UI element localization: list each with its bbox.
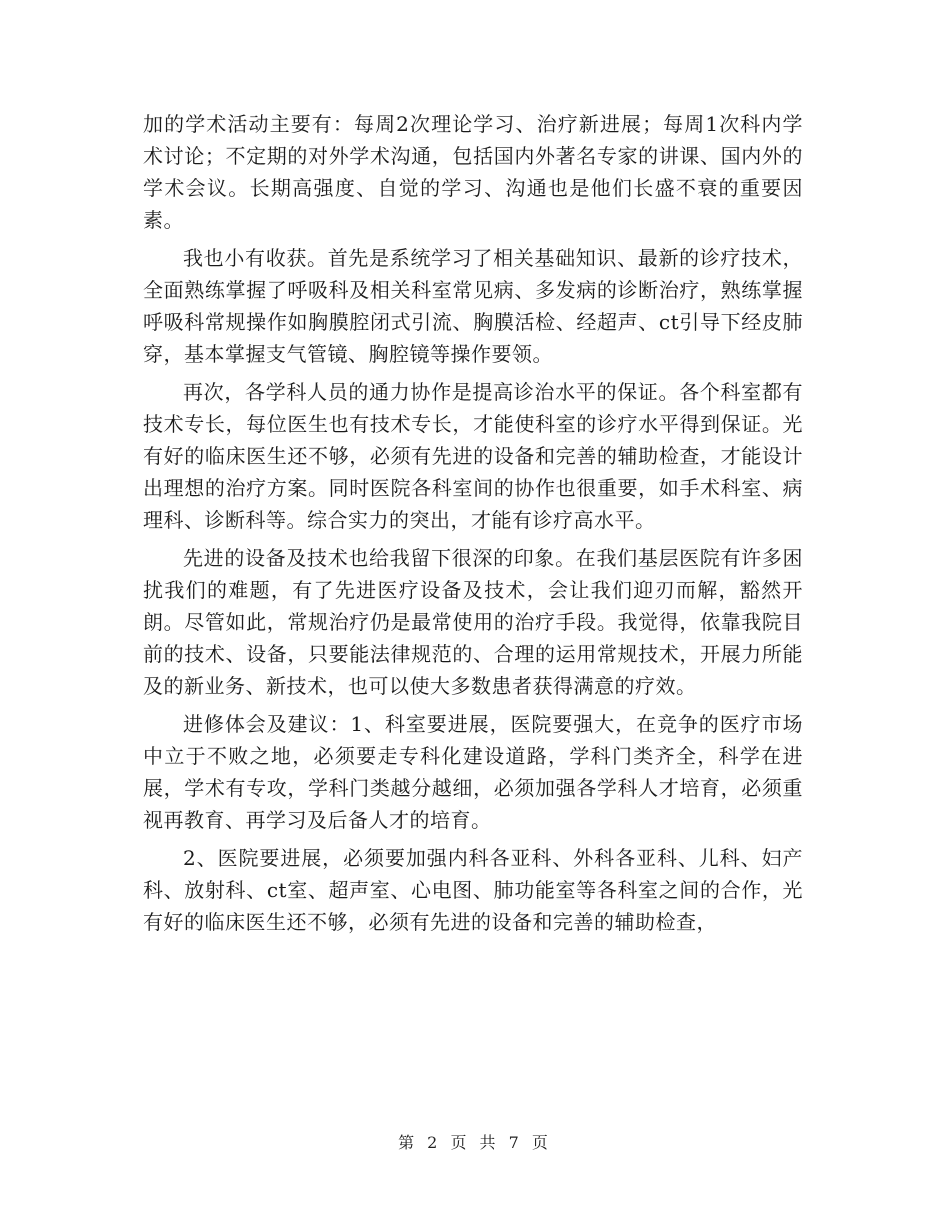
paragraph-equipment: 先进的设备及技术也给我留下很深的印象。在我们基层医院有许多困扰我们的难题，有了先进医疗设备及技术，会让我们迎刃而解，豁然开朗。尽管如此，常规治疗仍是最常使用的治疗手段。我觉得，依靠我院目前的技术、设备，只要能法律规范的、合理的运用常规技术，开展力所能及的新业务、新技术，也可以使大多数患者获得满意的疗效。 [143,546,803,698]
page-number-footer: 第 2 页 共 7 页 [398,1133,552,1152]
paragraph-personal-gains: 我也小有收获。首先是系统学习了相关基础知识、最新的诊疗技术，全面熟练掌握了呼吸科及相关科室常见病、多发病的诊断治疗，熟练掌握呼吸科常规操作如胸膜腔闭式引流、胸膜活检、经超声、ct引导下经皮肺穿，基本掌握支气管镜、胸腔镜等操作要领。 [143,246,803,366]
document-body [143,108,803,938]
paragraph-suggestion-2: 2、医院要进展，必须要加强内科各亚科、外科各亚科、儿科、妇产科、放射科、ct室、超声室、心电图、肺功能室等各科室之间的合作，光有好的临床医生还不够，必须有先进的设备和完善的辅助检查， [143,846,803,934]
paragraph-collaboration: 再次，各学科人员的通力协作是提高诊治水平的保证。各个科室都有技术专长，每位医生也有技术专长，才能使科室的诊疗水平得到保证。光有好的临床医生还不够，必须有先进的设备和完善的辅助检查，才能设计出理想的治疗方案。同时医院各科室间的协作也很重要，如手术科室、病理科、诊断科等。综合实力的突出，才能有诊疗高水平。 [143,380,803,532]
paragraph-academic-activities: 加的学术活动主要有：每周2次理论学习、治疗新进展；每周1次科内学术讨论；不定期的对外学术沟通，包括国内外著名专家的讲课、国内外的学术会议。长期高强度、自觉的学习、沟通也是他们长盛不衰的重要因素。 [143,112,803,232]
paragraph-suggestion-1: 进修体会及建议：1、科室要进展，医院要强大，在竞争的医疗市场中立于不败之地，必须要走专科化建设道路，学科门类齐全，科学在进展，学术有专攻，学科门类越分越细，必须加强各学科人才培育，必须重视再教育、再学习及后备人才的培育。 [143,712,803,832]
